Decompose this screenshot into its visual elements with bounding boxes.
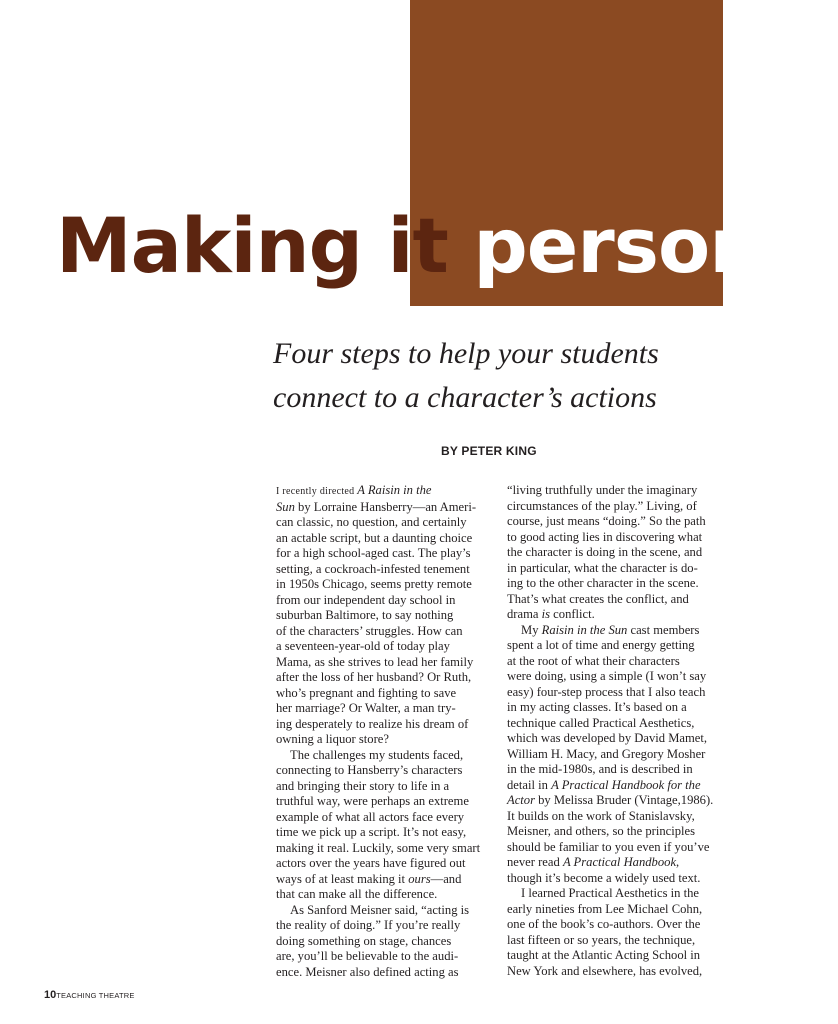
text-run: doing something on stage, chances [276, 933, 452, 948]
text-run: easy) four-step process that I also teach [507, 684, 706, 699]
body-column-left [276, 483, 498, 980]
body-text-line [276, 856, 498, 872]
body-text-line [507, 561, 731, 577]
text-run: suburban Baltimore, to say nothing [276, 608, 454, 622]
text-run: technique called Practical Aesthetics, [507, 715, 695, 730]
text-run: the character is doing in the scene, and [507, 545, 703, 559]
text-run: early nineties from Lee Michael Cohn, [507, 901, 703, 916]
body-text-line [276, 562, 498, 578]
body-text-line [276, 841, 498, 857]
text-run: one of the book’s co-authors. Over the [507, 917, 701, 931]
body-text-line [276, 655, 498, 671]
body-text-line [276, 965, 498, 981]
text-run: never read [507, 855, 563, 869]
body-text-line [276, 903, 498, 919]
body-text-line [276, 717, 498, 733]
body-text-line [276, 593, 498, 609]
text-run: can classic, no question, and certainly [276, 515, 467, 529]
text-run: who’s pregnant and fighting to save [276, 685, 457, 700]
body-text-line [276, 949, 498, 965]
italic-text: A Practical Handbook for the [551, 777, 701, 792]
text-run: As Sanford Meisner said, “acting is [290, 902, 470, 917]
body-text-line [276, 872, 498, 888]
body-text-line [276, 515, 498, 531]
publication-name: TEACHING THEATRE [56, 991, 135, 1000]
text-run: The challenges my students faced, [290, 747, 464, 762]
body-text-line [276, 825, 498, 841]
body-text-line [507, 731, 731, 747]
byline: BY PETER KING [441, 444, 537, 458]
text-run: taught at the Atlantic Acting School in [507, 948, 701, 962]
text-run: to good acting lies in discovering what [507, 529, 703, 544]
body-text-line [276, 608, 498, 624]
text-run: owning a liquor store? [276, 732, 389, 746]
body-text-line [276, 918, 498, 934]
body-text-line [507, 793, 731, 809]
body-text-line [507, 840, 731, 856]
body-text-line [276, 779, 498, 795]
text-run: were doing, using a simple (I won’t say [507, 669, 707, 683]
body-text-line [276, 500, 498, 516]
text-run: from our independent day school in [276, 592, 456, 607]
body-text-line [276, 748, 498, 764]
text-run: in my acting classes. It’s based on a [507, 700, 687, 714]
text-run: by Melissa Bruder (Vintage,1986). [534, 793, 714, 807]
text-run: actors over the years have figured out [276, 856, 466, 870]
page-footer [44, 985, 135, 1003]
text-run: which was developed by David Mamet, [507, 731, 708, 745]
text-run: cast members [627, 622, 700, 637]
text-run: spent a lot of time and energy getting [507, 638, 695, 652]
body-text-line [507, 530, 731, 546]
body-text-line [507, 933, 731, 949]
body-text-line [507, 809, 731, 825]
text-run: circumstances of the play.” Living, of [507, 498, 697, 513]
text-run: William H. Macy, and Gregory Mosher [507, 746, 706, 761]
body-text-line [507, 607, 731, 623]
body-text-line [507, 716, 731, 732]
article-dek [273, 332, 743, 420]
text-run: by Lorraine Hansberry—an Ameri- [294, 499, 477, 514]
text-run: in 1950s Chicago, seems pretty remote [276, 577, 472, 591]
text-run: New York and elsewhere, has evolved, [507, 963, 703, 978]
text-run: connecting to Hansberry’s characters [276, 763, 463, 777]
text-run: conflict. [550, 607, 595, 621]
body-text-line [276, 531, 498, 547]
text-run: a seventeen-year-old of today play [276, 639, 450, 653]
body-text-line [507, 654, 731, 670]
body-text-line [507, 778, 731, 794]
body-text-line [507, 638, 731, 654]
italic-text: Actor [507, 793, 535, 807]
body-text-line [507, 886, 731, 902]
body-text-line [507, 514, 731, 530]
body-text-line [507, 592, 731, 608]
body-text-line [507, 762, 731, 778]
text-run: setting, a cockroach-infested tenement [276, 561, 470, 576]
italic-text: is [541, 607, 551, 621]
page-number: 10 [44, 989, 57, 1001]
text-run: , [676, 855, 680, 869]
text-run: —and [430, 871, 462, 886]
body-text-line [507, 902, 731, 918]
text-run: her marriage? Or Walter, a man try- [276, 701, 456, 715]
text-run: in particular, what the character is do- [507, 560, 698, 575]
body-text-line [276, 732, 498, 748]
italic-text: Raisin in the Sun [541, 622, 628, 637]
article-headline [56, 198, 838, 294]
body-text-line [276, 483, 498, 500]
body-text-line [276, 794, 498, 810]
text-run: course, just means “doing.” So the path [507, 514, 706, 528]
body-text-line [507, 917, 731, 933]
text-run: last fifteen or so years, the technique, [507, 932, 696, 947]
text-run: for a high school-aged cast. The play’s [276, 546, 471, 560]
body-text-line [276, 670, 498, 686]
text-run: drama [507, 607, 542, 621]
body-text-line [507, 948, 731, 964]
body-text-line [276, 810, 498, 826]
body-text-line [507, 576, 731, 592]
italic-text: ours [408, 871, 431, 886]
text-run: ence. Meisner also defined acting as [276, 964, 459, 979]
italic-text: Sun [276, 499, 295, 514]
body-text-line [507, 685, 731, 701]
body-text-line [507, 483, 731, 499]
italic-text: A Raisin in the [357, 483, 432, 497]
text-run: truthful way, were perhaps an extreme [276, 794, 469, 808]
small-caps-lead-in: I recently directed [276, 486, 358, 497]
text-run: though it’s become a widely used text. [507, 870, 701, 885]
body-text-line [276, 701, 498, 717]
headline-part-dark: Making it [56, 201, 448, 290]
text-run: are, you’ll be believable to the audi- [276, 949, 459, 963]
text-run: My [521, 622, 542, 637]
text-run: I learned Practical Aesthetics in the [521, 886, 699, 900]
body-text-line [507, 747, 731, 763]
body-text-line [507, 623, 731, 639]
text-run: Meisner, and others, so the principles [507, 824, 696, 838]
text-run: ways of at least making it [276, 871, 409, 886]
text-run: of the characters’ struggles. How can [276, 623, 463, 638]
body-column-right [507, 483, 731, 979]
text-run: that can make all the difference. [276, 887, 438, 901]
text-run: It builds on the work of Stanislavsky, [507, 808, 695, 823]
text-run: after the loss of her husband? Or Ruth, [276, 670, 472, 684]
body-text-line [276, 624, 498, 640]
text-run: should be familiar to you even if you’ve [507, 839, 710, 854]
body-text-line [507, 499, 731, 515]
text-run: time we pick up a script. It’s not easy, [276, 825, 467, 839]
text-run: in the mid-1980s, and is described in [507, 762, 693, 776]
body-text-line [276, 887, 498, 903]
body-text-line [507, 700, 731, 716]
body-text-line [507, 545, 731, 561]
text-run: and bringing their story to life in a [276, 778, 450, 793]
body-text-line [507, 964, 731, 980]
body-text-line [276, 639, 498, 655]
text-run: Mama, as she strives to lead her family [276, 654, 474, 669]
body-text-line [507, 855, 731, 871]
dek-line: connect to a character’s actions [273, 381, 657, 414]
text-run: “living truthfully under the imaginary [507, 483, 698, 497]
text-run: detail in [507, 777, 552, 792]
text-run: at the root of what their characters [507, 653, 680, 668]
text-run: ing desperately to realize his dream of [276, 716, 469, 731]
text-run: an actable script, but a daunting choice [276, 530, 473, 545]
text-run: example of what all actors face every [276, 809, 465, 824]
body-text-line [276, 577, 498, 593]
body-text-line [507, 824, 731, 840]
body-text-line [507, 871, 731, 887]
text-run: That’s what creates the conflict, and [507, 591, 689, 606]
body-text-line [276, 686, 498, 702]
body-text-line [276, 763, 498, 779]
dek-line: Four steps to help your students [273, 337, 659, 370]
body-text-line [507, 669, 731, 685]
text-run: making it real. Luckily, some very smart [276, 840, 481, 855]
body-text-line [276, 934, 498, 950]
body-text-line [276, 546, 498, 562]
text-run: ing to the other character in the scene. [507, 576, 699, 590]
headline-part-light: personal [473, 201, 838, 290]
text-run: the reality of doing.” If you’re really [276, 918, 461, 932]
italic-text: A Practical Handbook [562, 855, 677, 869]
